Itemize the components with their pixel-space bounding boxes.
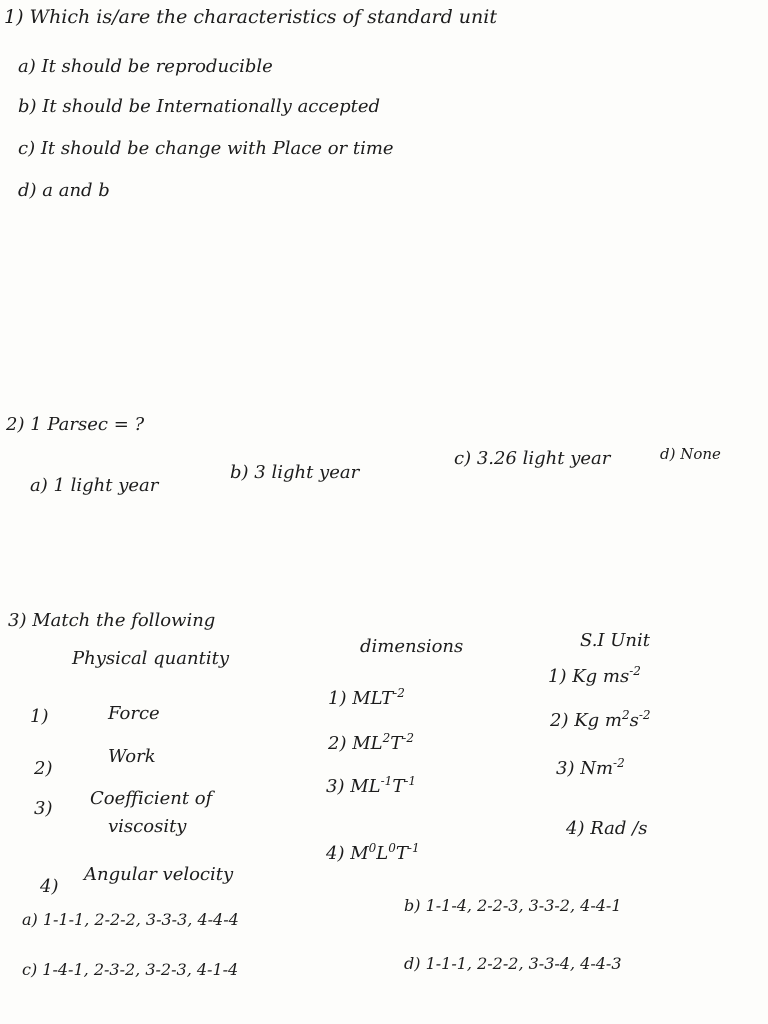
q3-quantity-num-3: 3) xyxy=(34,798,53,819)
q3-dimension-2: 2) $ML^2T^{-2}$ xyxy=(328,731,414,754)
q3-quantity-num-4: 4) xyxy=(40,876,59,897)
q2-option-a: a) 1 light year xyxy=(30,475,159,496)
q1-option-b: b) It should be Internationally accepted xyxy=(18,96,381,117)
q3-unit-2: 2) Kg $m^2s^{-2}$ xyxy=(550,708,651,731)
q3-quantity-4: Angular velocity xyxy=(84,864,234,885)
q2-question: 2) 1 Parsec = ? xyxy=(6,414,145,435)
q2-option-b: b) 3 light year xyxy=(230,462,360,483)
q3-quantity-3: Coefficient of xyxy=(90,788,213,809)
q3-unit-3: 3) $Nm^{-2}$ xyxy=(556,756,625,779)
q3-dimension-3: 3) $ML^{-1}T^{-1}$ xyxy=(326,774,417,797)
q1-option-a: a) It should be reproducible xyxy=(18,56,273,77)
q3-unit-4: 4) Rad /s xyxy=(566,818,648,839)
q3-quantity-3-line2: viscosity xyxy=(108,816,187,837)
q3-question: 3) Match the following xyxy=(8,610,216,631)
q3-dimension-1: 1) $MLT^{-2}$ xyxy=(328,686,405,709)
q2-option-d: d) None xyxy=(660,445,721,463)
q3-quantity-2: Work xyxy=(108,746,156,767)
q3-header-quantity: Physical quantity xyxy=(72,648,229,669)
q1-question: 1) Which is/are the characteristics of standard unit xyxy=(4,6,497,28)
q1-option-c: c) It should be change with Place or time xyxy=(18,138,394,159)
q1-option-d: d) a and b xyxy=(18,180,110,201)
q3-quantity-num-2: 2) xyxy=(34,758,53,779)
q3-quantity-num-1: 1) xyxy=(30,706,49,727)
q2-option-c: c) 3.26 light year xyxy=(454,448,611,469)
q3-answer-a: a) 1-1-1, 2-2-2, 3-3-3, 4-4-4 xyxy=(22,910,239,929)
q3-header-unit: S.I Unit xyxy=(580,630,650,651)
q3-header-dimensions: dimensions xyxy=(360,636,464,657)
q3-quantity-1: Force xyxy=(108,703,160,724)
q3-answer-d: d) 1-1-1, 2-2-2, 3-3-4, 4-4-3 xyxy=(404,954,622,973)
q3-dimension-4: 4) $M^0L^0T^{-1}$ xyxy=(326,841,420,864)
q3-answer-c: c) 1-4-1, 2-3-2, 3-2-3, 4-1-4 xyxy=(22,960,239,979)
q3-unit-1: 1) Kg $ms^{-2}$ xyxy=(548,664,641,687)
q3-answer-b: b) 1-1-4, 2-2-3, 3-3-2, 4-4-1 xyxy=(404,896,622,915)
